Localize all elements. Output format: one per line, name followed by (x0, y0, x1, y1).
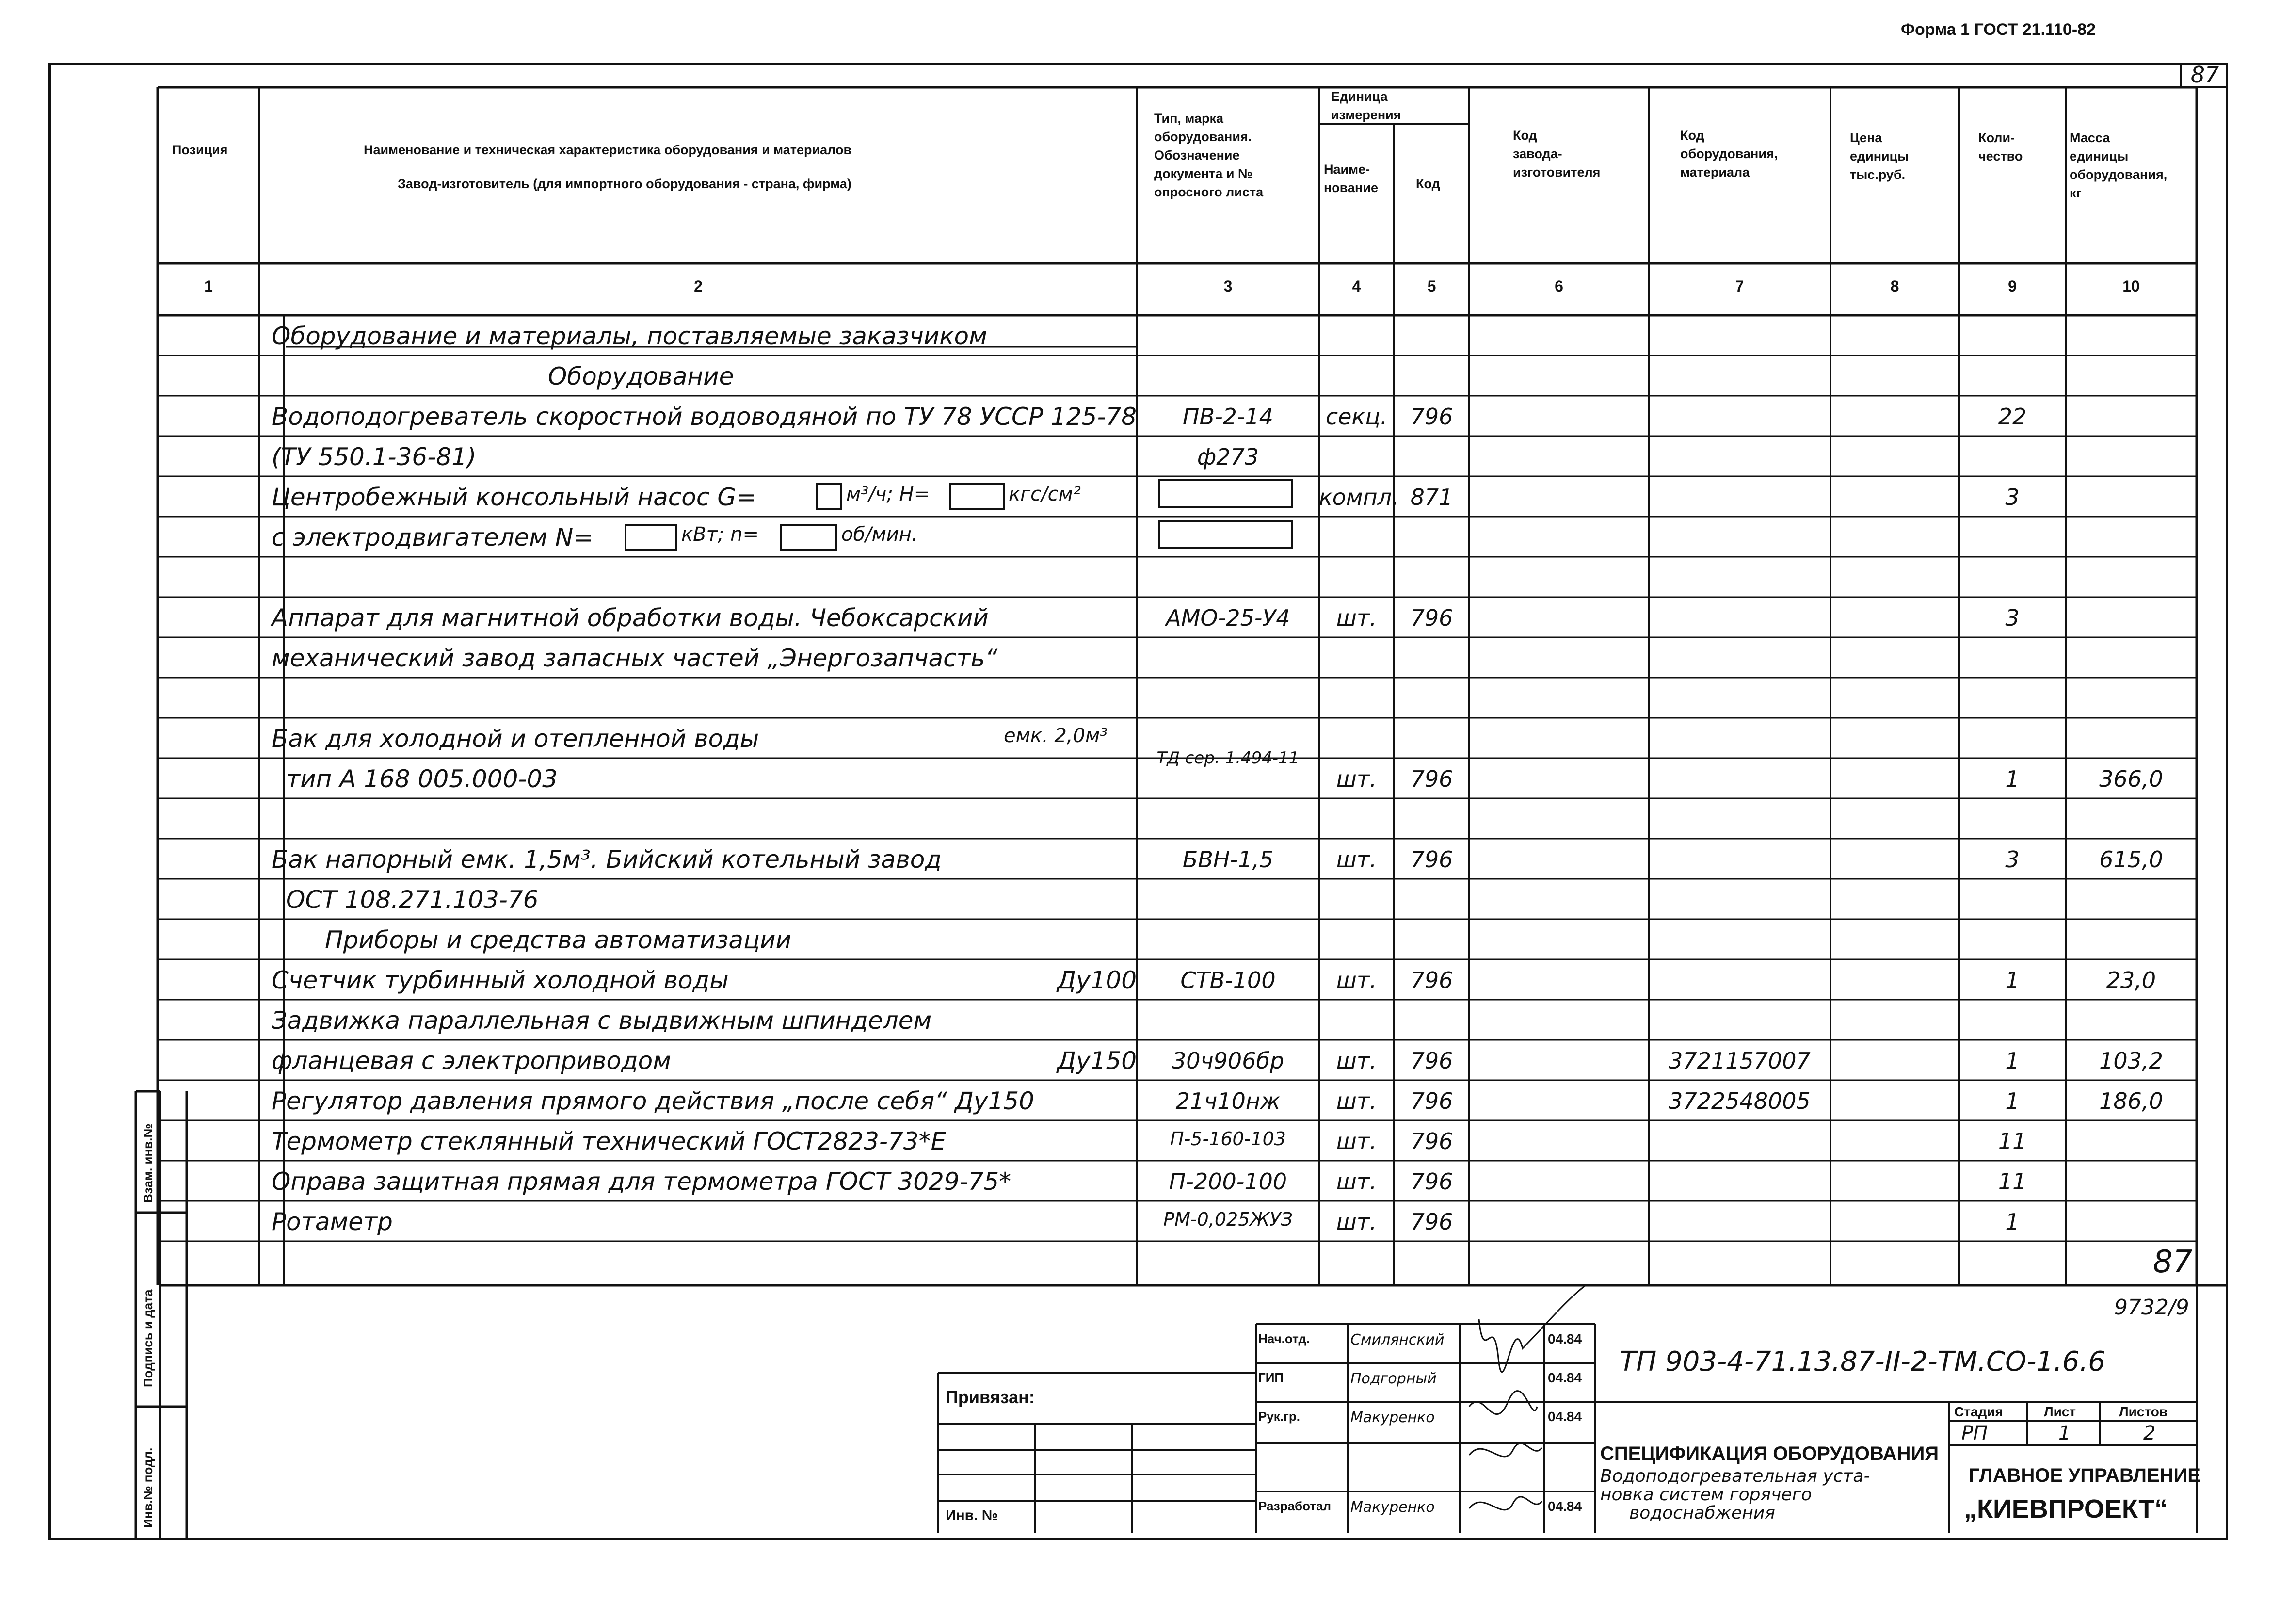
signer-role: ГИП (1258, 1370, 1284, 1385)
cell-qty: 1 (2005, 967, 2020, 993)
row-name-right: Ду100 (1057, 966, 1137, 994)
row-name: Водоподогреватель скоростной водоводяной по ТУ 78 УССР 125-78 (272, 403, 1137, 431)
sheet-label: Лист (2044, 1404, 2076, 1419)
row-name: Бак напорный емк. 1,5м³. Бийский котельный завод (272, 845, 942, 874)
page-number-handwritten: 87 (2153, 1244, 2193, 1280)
signer-role: Нач.отд. (1258, 1331, 1310, 1346)
row-name: механический завод запасных частей „Энергозапчасть“ (272, 644, 998, 672)
header-mfr-code: Код завода- изготовителя (1513, 128, 1601, 179)
cell-mass: 366,0 (2099, 766, 2163, 792)
cell-qty: 22 (1998, 404, 2027, 430)
cell-type: РМ-0,025ЖУЗ (1163, 1209, 1293, 1230)
cell-unit: шт. (1336, 1168, 1377, 1195)
row-name-unit2: кгс/см² (1009, 483, 1081, 505)
cell-type: ТД сер. 1.494-11 (1156, 748, 1300, 768)
cell-code: 796 (1410, 967, 1453, 993)
column-number-8: 8 (1890, 277, 1899, 295)
row-name: Оборудование и материалы, поставляемые заказчиком (272, 322, 987, 350)
row-name-unit1: м³/ч; H= (846, 483, 931, 505)
row-name: с электродвигателем N= (272, 523, 594, 551)
column-number-10: 10 (2122, 277, 2140, 295)
cell-mass: 23,0 (2106, 967, 2156, 993)
org-line2: „КИЕВПРОЕКТ“ (1964, 1494, 2168, 1523)
stage-label: Стадия (1954, 1404, 2003, 1419)
row-name-right: Ду150 (1057, 1047, 1137, 1075)
sheet-number-top: 87 (2180, 63, 2228, 88)
cell-mass: 615,0 (2099, 846, 2163, 873)
signer-date: 04.84 (1548, 1499, 1582, 1514)
header-name-line2: Завод-изготовитель (для импортного оборудования - страна, фирма) (398, 177, 851, 191)
column-number-4: 4 (1352, 277, 1361, 295)
header-unit-code: Код (1416, 177, 1440, 191)
signer-name: Макуренко (1350, 1409, 1435, 1426)
column-number-3: 3 (1223, 277, 1233, 295)
header-type: Тип, марка оборудования. Обозначение документа и № опросного листа (1154, 111, 1264, 199)
cell-qty: 11 (1998, 1128, 2027, 1154)
column-number-5: 5 (1427, 277, 1436, 295)
cell-code: 796 (1410, 846, 1453, 873)
cell-code: 796 (1410, 766, 1453, 792)
signer-date: 04.84 (1548, 1331, 1582, 1346)
cell-code: 796 (1410, 605, 1453, 631)
cell-eq: 3721157007 (1669, 1048, 1811, 1074)
cell-unit: шт. (1336, 605, 1377, 631)
cell-unit: компл. (1319, 484, 1399, 510)
archive-number: 9732/9 (2114, 1295, 2189, 1320)
header-mass: Масса единицы оборудования, кг (2070, 130, 2168, 200)
cell-code: 796 (1410, 1168, 1453, 1195)
cell-type: СТВ-100 (1180, 967, 1276, 993)
signature-marks (1469, 1285, 1586, 1510)
column-number-9: 9 (2008, 277, 2017, 295)
cell-mass: 186,0 (2099, 1088, 2163, 1114)
cell-mass: 103,2 (2099, 1048, 2163, 1074)
cell-unit: шт. (1336, 1088, 1377, 1114)
org-line1: ГЛАВНОЕ УПРАВЛЕНИЕ (1969, 1465, 2200, 1486)
cell-type: ф273 (1197, 444, 1259, 470)
row-name: Ротаметр (272, 1208, 393, 1236)
cell-qty: 3 (2005, 484, 2020, 510)
sheet-value: 1 (2058, 1422, 2071, 1444)
cell-qty: 1 (2005, 1209, 2020, 1235)
cell-type: ПВ-2-14 (1182, 404, 1274, 430)
row-name: Бак для холодной и отепленной воды (272, 725, 759, 753)
row-name: Регулятор давления прямого действия „после себя“ Ду150 (272, 1087, 1034, 1115)
header-quantity: Коли- чество (1978, 130, 2023, 163)
row-name: Приборы и средства автоматизации (325, 926, 791, 954)
cell-code: 796 (1410, 1048, 1453, 1074)
column-number-7: 7 (1735, 277, 1744, 295)
cell-eq: 3722548005 (1669, 1088, 1811, 1114)
cell-unit: шт. (1336, 1048, 1377, 1074)
row-name: тип А 168 005.000-03 (286, 765, 558, 793)
row-name-unit1: кВт; n= (681, 523, 759, 546)
column-number-2: 2 (694, 277, 703, 295)
cell-unit: шт. (1336, 1128, 1377, 1154)
header-name-line1: Наименование и техническая характеристика оборудования и материалов (364, 143, 852, 157)
cell-type: П-200-100 (1169, 1168, 1287, 1195)
header-unit-group: Единица измерения (1331, 89, 1401, 122)
cell-code: 796 (1410, 404, 1453, 430)
row-name: Аппарат для магнитной обработки воды. Чебоксарский (272, 604, 989, 632)
cell-type: 30ч906бр (1172, 1048, 1284, 1074)
cell-unit: шт. (1336, 967, 1377, 993)
sheets-label: Листов (2119, 1404, 2168, 1419)
signer-name: Смилянский (1350, 1331, 1445, 1348)
header-price: Цена единицы тыс.руб. (1850, 130, 1909, 182)
signer-role: Рук.гр. (1258, 1409, 1300, 1424)
side-label-orig-inv: Инв.№ подл. (141, 1447, 155, 1528)
cell-unit: шт. (1336, 846, 1377, 873)
cell-unit: секц. (1325, 404, 1388, 430)
cell-qty: 3 (2005, 846, 2020, 873)
cell-code: 796 (1410, 1209, 1453, 1235)
signer-date: 04.84 (1548, 1409, 1582, 1424)
column-number-1: 1 (204, 277, 213, 295)
stage-value: РП (1961, 1422, 1988, 1444)
row-name: Счетчик турбинный холодной воды (272, 966, 729, 994)
cell-code: 796 (1410, 1088, 1453, 1114)
sheets-value: 2 (2143, 1422, 2156, 1444)
cell-qty: 1 (2005, 1088, 2020, 1114)
header-position: Позиция (172, 143, 228, 157)
row-name-right: емк. 2,0м³ (1004, 725, 1108, 747)
document-subtitle: Водоподогревательная уста- новка систем горячего водоснабжения (1600, 1466, 1870, 1523)
row-name: фланцевая с электроприводом (272, 1047, 671, 1075)
side-label-replace-inv: Взам. инв.№ (141, 1123, 155, 1203)
signer-role: Разработал (1258, 1499, 1332, 1513)
column-number-6: 6 (1555, 277, 1563, 295)
header-equipment-code: Код оборудования, материала (1680, 128, 1778, 179)
signer-date: 04.84 (1548, 1370, 1582, 1385)
row-name: Задвижка параллельная с выдвижным шпинделем (272, 1006, 932, 1035)
row-name: Термометр стеклянный технический ГОСТ2823-73*Е (272, 1127, 947, 1155)
cell-qty: 1 (2005, 1048, 2020, 1074)
document-title: СПЕЦИФИКАЦИЯ ОБОРУДОВАНИЯ (1600, 1443, 1939, 1464)
cell-type: П-5-160-103 (1170, 1128, 1286, 1150)
side-label-signature-date: Подпись и дата (141, 1289, 155, 1387)
cell-unit: шт. (1336, 1209, 1377, 1235)
header-unit-name: Наиме- нование (1324, 162, 1378, 195)
row-name: ОСТ 108.271.103-76 (286, 886, 539, 914)
cell-unit: шт. (1336, 766, 1377, 792)
row-name: (ТУ 550.1-36-81) (272, 443, 477, 471)
form-label: Форма 1 ГОСТ 21.110-82 (1901, 20, 2096, 39)
cell-type: АМО-25-У4 (1166, 605, 1290, 631)
row-name: Оправа защитная прямая для термометра ГОСТ 3029-75* (272, 1167, 1012, 1196)
signer-name: Макуренко (1350, 1499, 1435, 1516)
inv-label: Инв. № (946, 1507, 998, 1523)
cell-qty: 1 (2005, 766, 2020, 792)
cell-code: 796 (1410, 1128, 1453, 1154)
row-name: Оборудование (548, 362, 734, 390)
cell-code: 871 (1410, 484, 1453, 510)
cell-type: БВН-1,5 (1182, 846, 1274, 873)
cell-type: 21ч10нж (1175, 1088, 1281, 1114)
cell-qty: 11 (1998, 1168, 2027, 1195)
cell-qty: 3 (2005, 605, 2020, 631)
row-name-unit2: об/мин. (841, 523, 918, 546)
document-code: ТП 903-4-71.13.87-II-2-ТМ.СО-1.6.6 (1620, 1346, 2105, 1377)
signer-name: Подгорный (1350, 1370, 1437, 1387)
row-name: Центробежный консольный насос G= (272, 483, 756, 511)
privyazan-label: Привязан: (946, 1387, 1035, 1407)
